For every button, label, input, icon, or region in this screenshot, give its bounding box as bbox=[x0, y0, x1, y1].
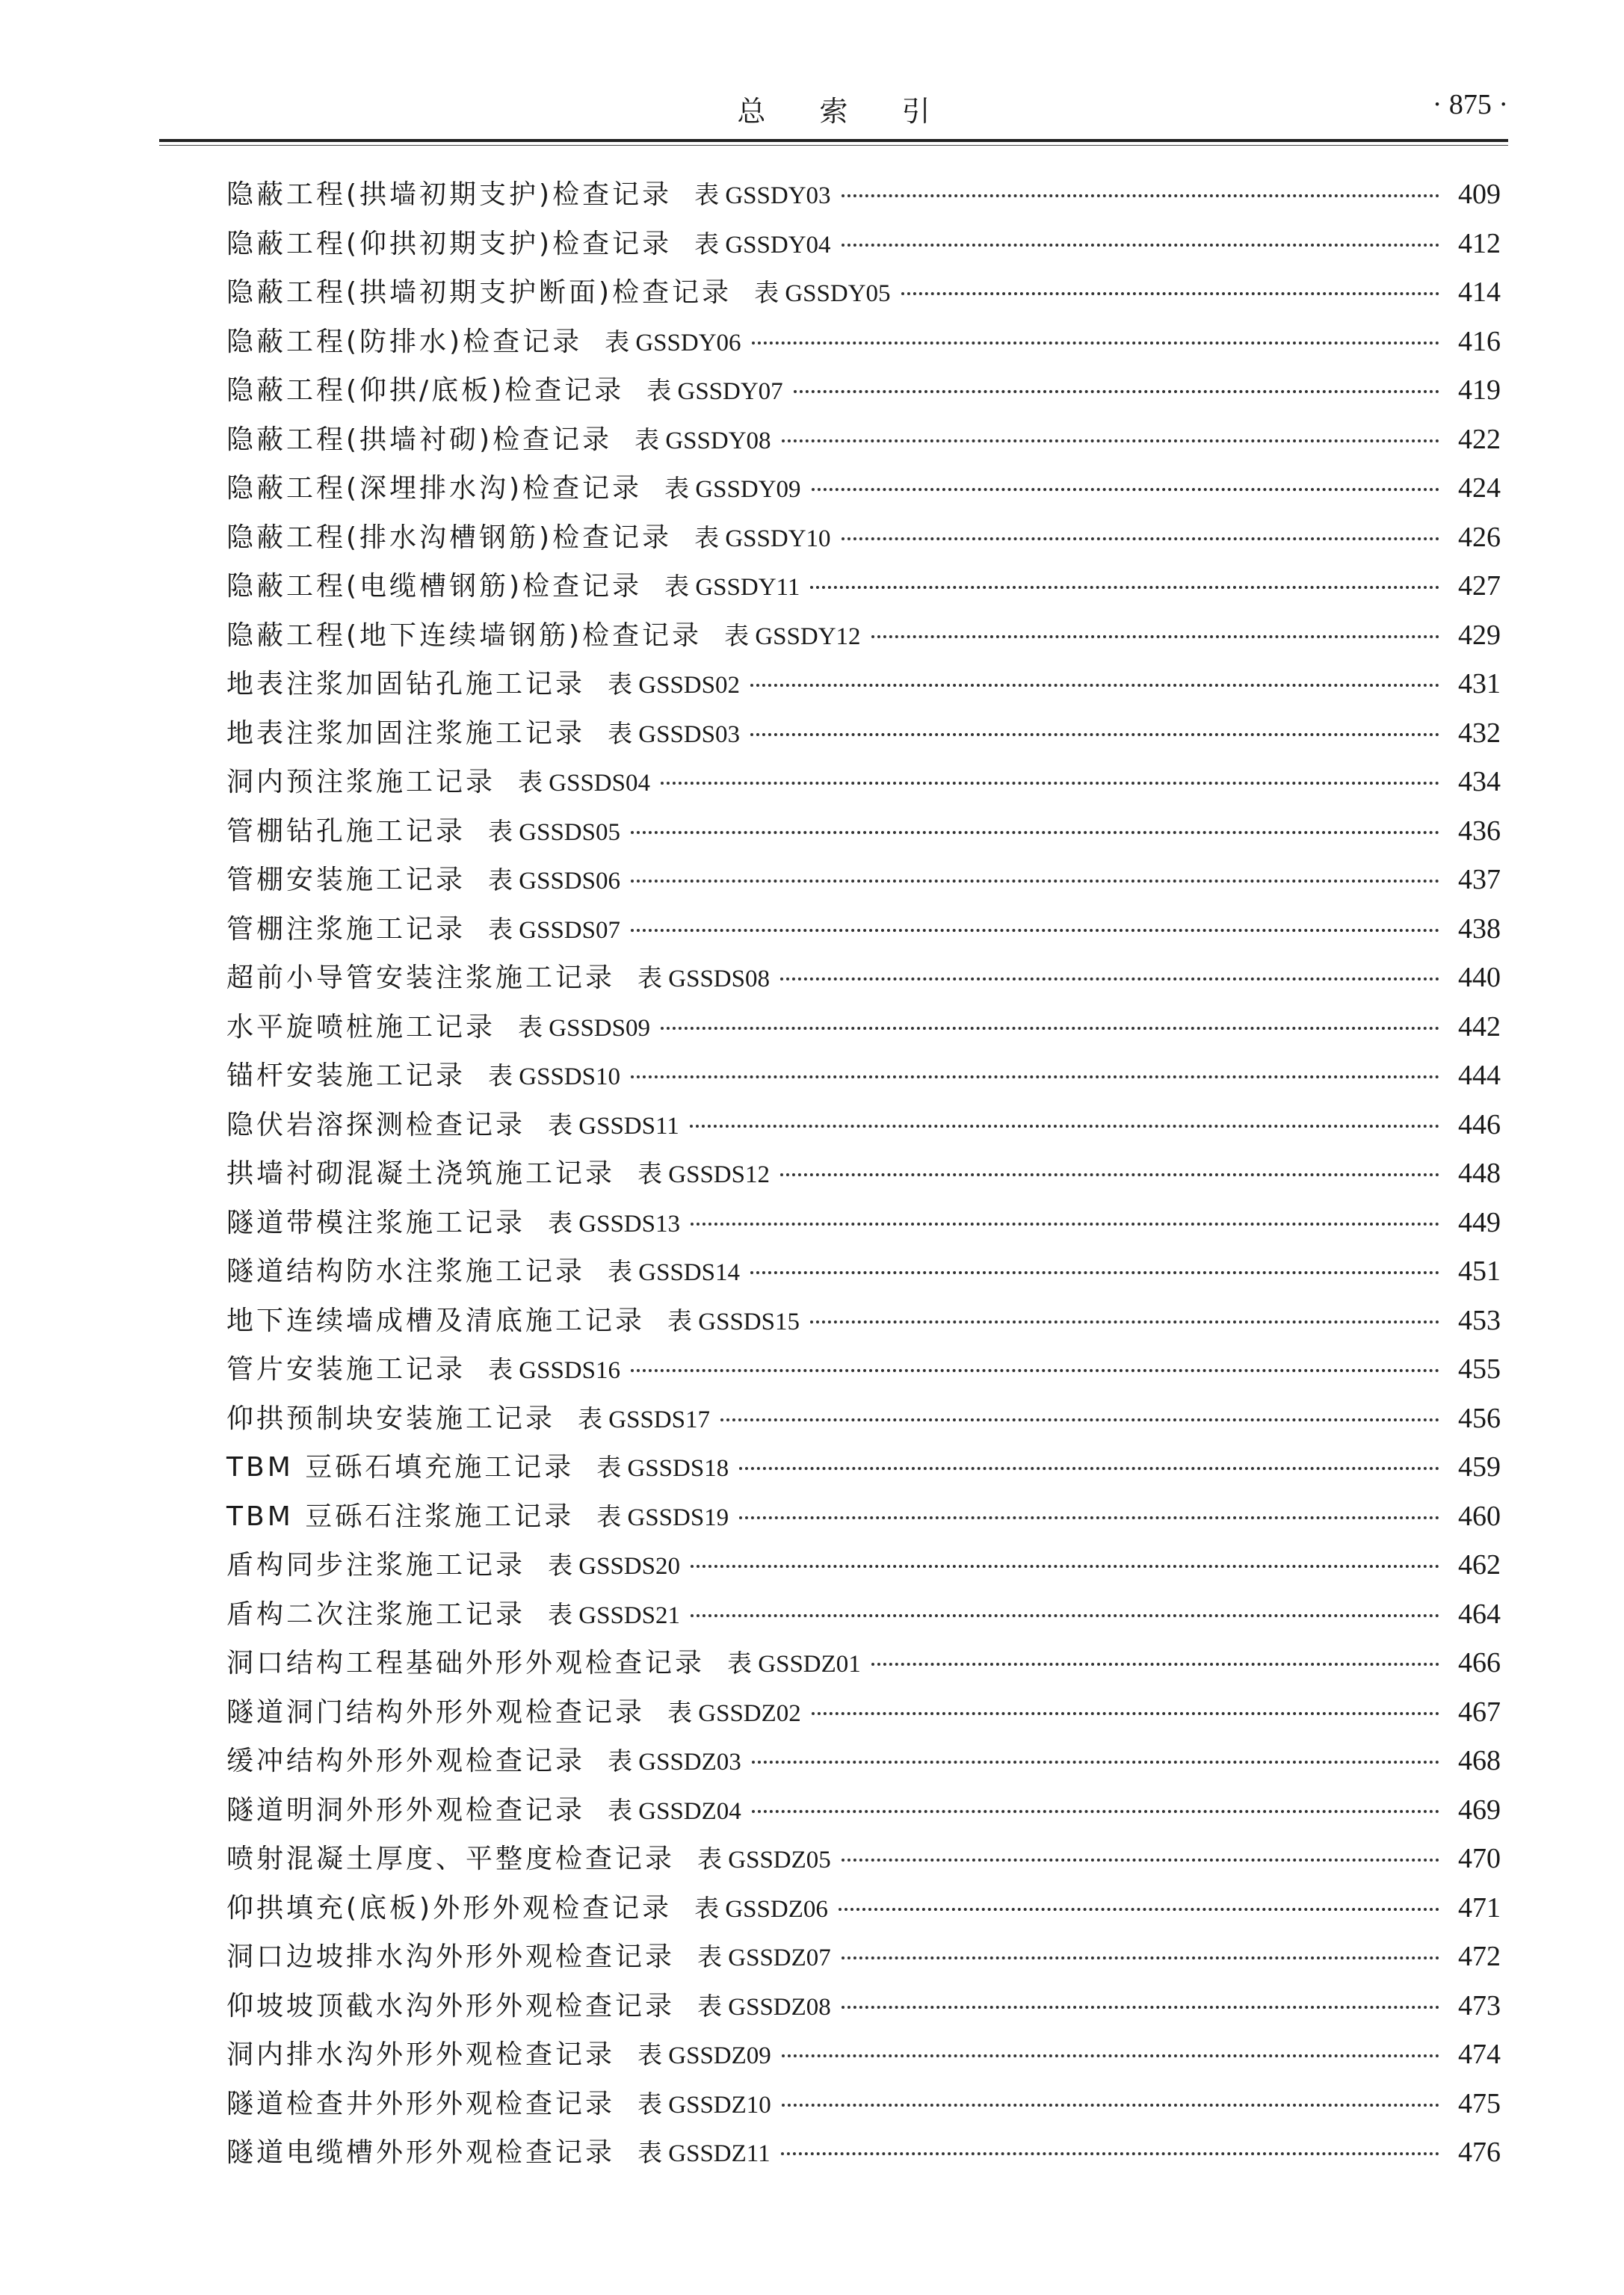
dot-leader bbox=[691, 1565, 1439, 1568]
index-entry bbox=[226, 173, 1501, 223]
entry-page-number: 437 bbox=[1458, 864, 1501, 895]
entry-page-number: 427 bbox=[1458, 570, 1501, 602]
entry-title: 隧道检查井外形外观检查记录 bbox=[226, 2088, 616, 2119]
entry-title: 缓冲结构外形外观检查记录 bbox=[226, 1746, 586, 1776]
index-entry bbox=[226, 467, 1501, 516]
entry-form-code: 表 GSSDS13 bbox=[548, 1210, 680, 1238]
entry-form-code: 表 GSSDY04 bbox=[694, 231, 831, 259]
entry-title: 隐蔽工程(排水沟槽钢筋)检查记录 bbox=[226, 522, 673, 553]
entry-form-code: 表 GSSDZ08 bbox=[697, 1993, 831, 2021]
dot-leader bbox=[661, 1027, 1439, 1030]
entry-page-number: 467 bbox=[1458, 1696, 1501, 1728]
dot-leader bbox=[750, 684, 1439, 687]
dot-leader bbox=[842, 194, 1439, 197]
entry-form-code: 表 GSSDS11 bbox=[548, 1112, 679, 1140]
index-entry bbox=[226, 1104, 1501, 1153]
index-entry bbox=[226, 614, 1501, 664]
entry-title: 隐蔽工程(拱墙初期支护)检查记录 bbox=[226, 179, 673, 210]
dot-leader bbox=[739, 1467, 1439, 1470]
index-entry bbox=[226, 565, 1501, 614]
index-entry bbox=[226, 859, 1501, 908]
entry-page-number: 409 bbox=[1458, 179, 1501, 210]
dot-leader bbox=[842, 1859, 1439, 1862]
entry-page-number: 469 bbox=[1458, 1794, 1501, 1826]
entry-page-number: 455 bbox=[1458, 1353, 1501, 1385]
index-entry bbox=[226, 1250, 1501, 1300]
dot-leader bbox=[812, 1712, 1439, 1715]
entry-title: 隧道结构防水注浆施工记录 bbox=[226, 1256, 586, 1287]
dot-leader bbox=[871, 1663, 1439, 1666]
entry-title: 隐蔽工程(电缆槽钢筋)检查记录 bbox=[226, 571, 643, 602]
dot-leader bbox=[750, 1271, 1439, 1274]
index-entry bbox=[226, 2131, 1501, 2181]
index-entry bbox=[226, 1642, 1501, 1691]
entry-title: 洞内预注浆施工记录 bbox=[226, 767, 496, 797]
index-entry bbox=[226, 1740, 1501, 1789]
entry-title: 地下连续墙成槽及清底施工记录 bbox=[226, 1305, 646, 1336]
dot-leader bbox=[782, 439, 1439, 442]
index-entry bbox=[226, 321, 1501, 370]
entry-title: TBM 豆砾石填充施工记录 bbox=[226, 1452, 575, 1483]
dot-leader bbox=[691, 1223, 1439, 1226]
entry-form-code: 表 GSSDS02 bbox=[608, 672, 740, 699]
running-header bbox=[159, 82, 1508, 135]
entry-form-code: 表 GSSDS08 bbox=[637, 966, 770, 992]
entry-title: 隐蔽工程(拱墙衬砌)检查记录 bbox=[226, 424, 613, 455]
entry-title: 管棚安装施工记录 bbox=[226, 865, 466, 895]
entry-page-number: 432 bbox=[1458, 717, 1501, 749]
entry-form-code: 表 GSSDS19 bbox=[596, 1504, 729, 1531]
entry-form-code: 表 GSSDS04 bbox=[518, 770, 650, 797]
dot-leader bbox=[781, 2152, 1439, 2155]
entry-page-number: 431 bbox=[1458, 668, 1501, 699]
entry-title: 隧道电缆槽外形外观检查记录 bbox=[226, 2137, 616, 2168]
index-entry bbox=[226, 810, 1501, 859]
entry-page-number: 453 bbox=[1458, 1304, 1501, 1336]
entry-page-number: 472 bbox=[1458, 1941, 1501, 1972]
dot-leader bbox=[739, 1516, 1439, 1519]
entry-page-number: 476 bbox=[1458, 2137, 1501, 2168]
entry-form-code: 表 GSSDS03 bbox=[608, 720, 740, 748]
dot-leader bbox=[750, 733, 1439, 736]
entry-title: 隧道明洞外形外观检查记录 bbox=[226, 1794, 586, 1826]
entry-form-code: 表 GSSDZ03 bbox=[608, 1749, 741, 1776]
index-entry bbox=[226, 761, 1501, 810]
entry-form-code: 表 GSSDS14 bbox=[608, 1259, 740, 1286]
dot-leader bbox=[810, 586, 1439, 589]
entry-form-code: 表 GSSDZ09 bbox=[637, 2042, 771, 2069]
index-entry bbox=[226, 1006, 1501, 1055]
header-title: 总 索 引 bbox=[737, 95, 953, 128]
entry-page-number: 416 bbox=[1458, 325, 1501, 357]
dot-leader bbox=[631, 929, 1439, 932]
entry-title: 地表注浆加固注浆施工记录 bbox=[226, 717, 586, 749]
entry-page-number: 460 bbox=[1458, 1500, 1501, 1532]
entry-page-number: 468 bbox=[1458, 1745, 1501, 1776]
entry-page-number: 422 bbox=[1458, 423, 1501, 455]
dot-leader bbox=[782, 2054, 1439, 2057]
entry-title: 隐蔽工程(深埋排水沟)检查记录 bbox=[226, 473, 643, 504]
index-list bbox=[226, 173, 1501, 2181]
index-entry bbox=[226, 1985, 1501, 2034]
dot-leader bbox=[631, 831, 1439, 834]
entry-page-number: 470 bbox=[1458, 1843, 1501, 1874]
entry-form-code: 表 GSSDZ01 bbox=[727, 1651, 861, 1678]
entry-form-code: 表 GSSDZ05 bbox=[697, 1847, 831, 1874]
entry-form-code: 表 GSSDY10 bbox=[694, 525, 831, 552]
entry-page-number: 442 bbox=[1458, 1010, 1501, 1043]
entry-page-number: 464 bbox=[1458, 1598, 1501, 1630]
index-entry bbox=[226, 1348, 1501, 1397]
entry-form-code: 表 GSSDS07 bbox=[488, 916, 620, 944]
index-entry bbox=[226, 1446, 1501, 1495]
dot-leader bbox=[810, 1321, 1439, 1323]
dot-leader bbox=[690, 1125, 1439, 1128]
entry-form-code: 表 GSSDZ07 bbox=[697, 1945, 831, 1971]
entry-page-number: 440 bbox=[1458, 962, 1501, 993]
dot-leader bbox=[782, 2104, 1439, 2107]
entry-title: 仰拱填充(底板)外形外观检查记录 bbox=[226, 1892, 673, 1924]
index-entry bbox=[226, 2033, 1501, 2083]
entry-form-code: 表 GSSDS21 bbox=[548, 1601, 680, 1629]
index-entry bbox=[226, 663, 1501, 712]
entry-title: 隐蔽工程(拱墙初期支护断面)检查记录 bbox=[226, 277, 732, 308]
entry-title: 隐伏岩溶探测检查记录 bbox=[226, 1109, 526, 1140]
entry-title: 锚杆安装施工记录 bbox=[226, 1060, 466, 1091]
entry-title: 管棚注浆施工记录 bbox=[226, 913, 466, 945]
index-entry bbox=[226, 1887, 1501, 1936]
entry-title: 水平旋喷桩施工记录 bbox=[226, 1011, 496, 1043]
entry-page-number: 474 bbox=[1458, 2039, 1501, 2070]
index-entry bbox=[226, 369, 1501, 418]
entry-page-number: 424 bbox=[1458, 472, 1501, 504]
dot-leader bbox=[631, 880, 1439, 883]
entry-title: 洞内排水沟外形外观检查记录 bbox=[226, 2039, 616, 2070]
index-entry bbox=[226, 1202, 1501, 1251]
index-entry bbox=[226, 516, 1501, 566]
index-entry bbox=[226, 1838, 1501, 1887]
entry-page-number: 429 bbox=[1458, 619, 1501, 651]
entry-form-code: 表 GSSDZ02 bbox=[667, 1699, 801, 1727]
entry-page-number: 438 bbox=[1458, 912, 1501, 945]
dot-leader bbox=[812, 488, 1439, 491]
entry-title: 仰拱预制块安装施工记录 bbox=[226, 1403, 556, 1434]
dot-leader bbox=[780, 977, 1439, 980]
index-entry bbox=[226, 1593, 1501, 1643]
entry-page-number: 473 bbox=[1458, 1989, 1501, 2021]
entry-form-code: 表 GSSDY03 bbox=[694, 182, 831, 209]
dot-leader bbox=[631, 1369, 1439, 1372]
entry-page-number: 459 bbox=[1458, 1451, 1501, 1483]
entry-page-number: 426 bbox=[1458, 521, 1501, 553]
entry-page-number: 449 bbox=[1458, 1206, 1501, 1238]
entry-form-code: 表 GSSDY12 bbox=[724, 623, 861, 650]
entry-form-code: 表 GSSDS06 bbox=[488, 868, 620, 895]
entry-title: 隧道洞门结构外形外观检查记录 bbox=[226, 1696, 646, 1728]
entry-page-number: 471 bbox=[1458, 1891, 1501, 1924]
entry-title: 隐蔽工程(仰拱初期支护)检查记录 bbox=[226, 228, 673, 259]
entry-title: 隧道带模注浆施工记录 bbox=[226, 1207, 526, 1238]
dot-leader bbox=[839, 1908, 1439, 1911]
dot-leader bbox=[842, 1956, 1439, 1959]
entry-title: 仰坡坡顶截水沟外形外观检查记录 bbox=[226, 1990, 676, 2021]
entry-title: 隐蔽工程(防排水)检查记录 bbox=[226, 326, 583, 357]
entry-form-code: 表 GSSDZ10 bbox=[637, 2091, 771, 2119]
entry-title: 地表注浆加固钻孔施工记录 bbox=[226, 669, 586, 699]
index-entry bbox=[226, 1054, 1501, 1104]
entry-form-code: 表 GSSDY05 bbox=[754, 280, 891, 307]
entry-form-code: 表 GSSDZ11 bbox=[637, 2140, 771, 2167]
entry-title: 洞口边坡排水沟外形外观检查记录 bbox=[226, 1942, 676, 1972]
index-entry bbox=[226, 1544, 1501, 1593]
entry-form-code: 表 GSSDY06 bbox=[605, 329, 741, 356]
dot-leader bbox=[752, 1761, 1439, 1764]
entry-page-number: 462 bbox=[1458, 1549, 1501, 1581]
dot-leader bbox=[842, 537, 1439, 540]
dot-leader bbox=[794, 390, 1439, 393]
entry-page-number: 444 bbox=[1458, 1060, 1501, 1091]
entry-title: 洞口结构工程基础外形外观检查记录 bbox=[226, 1648, 706, 1678]
dot-leader bbox=[842, 2006, 1439, 2009]
entry-form-code: 表 GSSDS16 bbox=[488, 1357, 620, 1384]
entry-title: 管棚钻孔施工记录 bbox=[226, 815, 466, 847]
index-entry bbox=[226, 1397, 1501, 1447]
entry-form-code: 表 GSSDS12 bbox=[637, 1161, 770, 1188]
entry-form-code: 表 GSSDS20 bbox=[548, 1553, 680, 1580]
index-entry bbox=[226, 418, 1501, 468]
entry-title: 隐蔽工程(地下连续墙钢筋)检查记录 bbox=[226, 620, 703, 651]
entry-form-code: 表 GSSDS09 bbox=[518, 1014, 650, 1042]
dot-leader bbox=[752, 1810, 1439, 1813]
index-entry bbox=[226, 2083, 1501, 2132]
dot-leader bbox=[720, 1418, 1439, 1421]
header-rule-thin bbox=[159, 145, 1508, 146]
entry-title: 喷射混凝土厚度、平整度检查记录 bbox=[226, 1844, 676, 1874]
entry-page-number: 475 bbox=[1458, 2087, 1501, 2119]
entry-page-number: 451 bbox=[1458, 1255, 1501, 1287]
entry-page-number: 448 bbox=[1458, 1158, 1501, 1189]
index-entry bbox=[226, 223, 1501, 272]
entry-title: TBM 豆砾石注浆施工记录 bbox=[226, 1501, 575, 1532]
entry-form-code: 表 GSSDZ06 bbox=[694, 1895, 828, 1923]
index-entry bbox=[226, 1789, 1501, 1838]
entry-page-number: 419 bbox=[1458, 374, 1501, 406]
dot-leader bbox=[691, 1614, 1439, 1617]
dot-leader bbox=[842, 244, 1439, 247]
entry-title: 隐蔽工程(仰拱/底板)检查记录 bbox=[226, 375, 625, 406]
entry-page-number: 412 bbox=[1458, 227, 1501, 259]
index-entry bbox=[226, 1691, 1501, 1740]
entry-form-code: 表 GSSDY07 bbox=[646, 378, 783, 405]
header-page-number: · 875 · bbox=[1432, 89, 1508, 120]
dot-leader bbox=[780, 1173, 1439, 1176]
entry-page-number: 446 bbox=[1458, 1108, 1501, 1140]
entry-form-code: 表 GSSDS10 bbox=[488, 1063, 620, 1090]
entry-title: 超前小导管安装注浆施工记录 bbox=[226, 963, 616, 993]
entry-title: 盾构同步注浆施工记录 bbox=[226, 1550, 526, 1581]
index-entry bbox=[226, 1300, 1501, 1349]
entry-form-code: 表 GSSDS17 bbox=[578, 1406, 710, 1433]
dot-leader bbox=[661, 782, 1439, 785]
entry-title: 拱墙衬砌混凝土浇筑施工记录 bbox=[226, 1158, 616, 1189]
dot-leader bbox=[752, 342, 1439, 345]
index-entry bbox=[226, 1152, 1501, 1202]
index-entry bbox=[226, 1936, 1501, 1985]
header-rule-thick bbox=[159, 139, 1508, 142]
entry-form-code: 表 GSSDY08 bbox=[635, 427, 771, 454]
entry-title: 管片安装施工记录 bbox=[226, 1354, 466, 1385]
entry-form-code: 表 GSSDS18 bbox=[596, 1455, 729, 1482]
index-entry bbox=[226, 271, 1501, 321]
entry-page-number: 466 bbox=[1458, 1647, 1501, 1678]
entry-page-number: 434 bbox=[1458, 766, 1501, 797]
entry-form-code: 表 GSSDY11 bbox=[664, 574, 800, 601]
index-entry bbox=[226, 712, 1501, 762]
dot-leader bbox=[631, 1075, 1439, 1078]
index-entry bbox=[226, 1495, 1501, 1545]
entry-page-number: 456 bbox=[1458, 1402, 1501, 1434]
entry-page-number: 436 bbox=[1458, 815, 1501, 847]
dot-leader bbox=[871, 635, 1439, 638]
index-entry bbox=[226, 957, 1501, 1006]
entry-form-code: 表 GSSDY09 bbox=[664, 476, 801, 503]
index-entry bbox=[226, 908, 1501, 957]
entry-form-code: 表 GSSDS15 bbox=[667, 1308, 800, 1335]
entry-title: 盾构二次注浆施工记录 bbox=[226, 1599, 526, 1630]
dot-leader bbox=[901, 292, 1439, 295]
entry-page-number: 414 bbox=[1458, 277, 1501, 308]
entry-form-code: 表 GSSDZ04 bbox=[608, 1797, 741, 1825]
entry-form-code: 表 GSSDS05 bbox=[488, 818, 620, 846]
